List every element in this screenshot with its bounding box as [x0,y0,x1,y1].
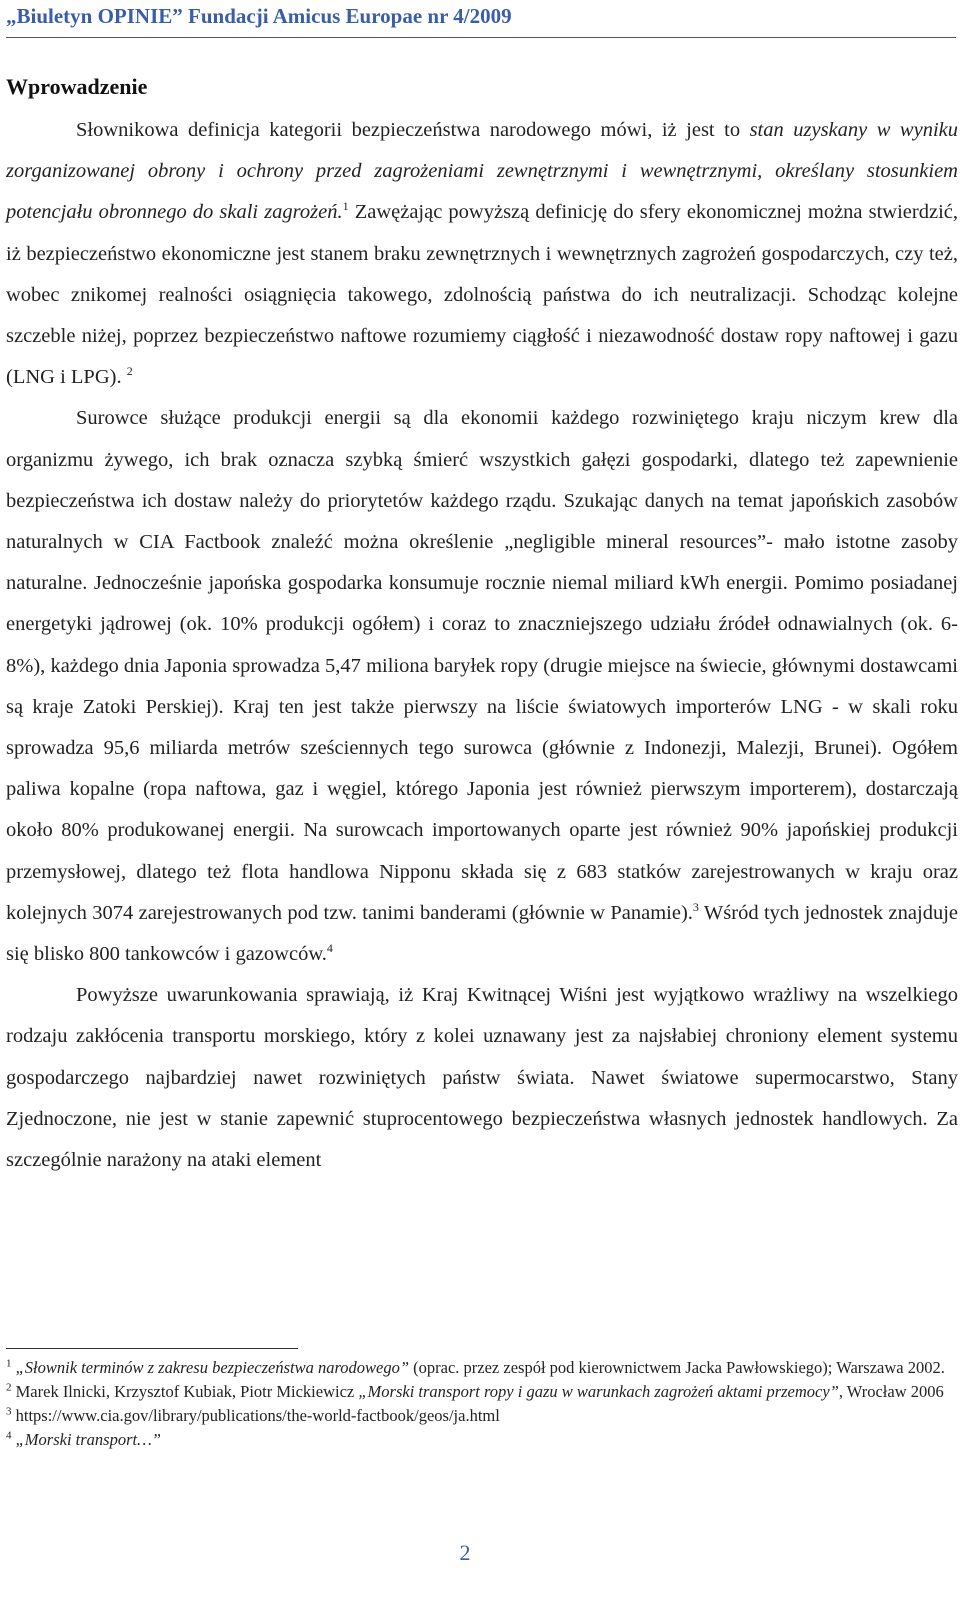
footnote-ref[interactable]: 1 [342,199,349,214]
footnote [6,1356,958,1380]
footnote-title: „Słownik terminów z zakresu bezpieczeństwa narodowego” [15,1358,410,1377]
paragraph-text: Wśród tych jednostek znajduje się blisko 800 tankowców i gazowców. [6,901,958,966]
footnote-text: (oprac. przez zespół pod kierownictwem Jacka Pawłowskiego); Warszawa 2002. [409,1358,945,1377]
footnote-text: , Wrocław 2006 [838,1382,944,1401]
body-text [6,110,958,1181]
footnote-title: „Morski transport…” [15,1430,161,1449]
paragraph [6,975,958,1181]
paragraph [6,398,958,975]
footnote-number: 3 [6,1405,12,1418]
footnote-separator [6,1348,298,1349]
footnote-ref[interactable]: 3 [692,900,699,915]
footnote-number: 2 [6,1381,12,1394]
paragraph-text: Surowce służące produkcji energii są dla ekonomii każdego rozwiniętego kraju niczym krew dla organizmu żywego, ich brak oznacza szybką śmierć wszystkich gałęzi gospodarki, dlatego też zapewnienie bezpieczeństwa ich dostaw należy do priorytetów każdego rządu. Szukając danych na temat japońskich zasobów naturalnych w CIA Factbook znaleźć można określenie „negligible mineral resources”- mało istotne zasoby naturalne. Jednocześnie japońska gospodarka konsumuje rocznie niemal miliard kWh energii. Pomimo posiadanej energetyki jądrowej (ok. 10% produkcji ogółem) i coraz to znaczniejszego udziału źródeł odnawialnych (ok. 6- 8%), każdego dnia Japonia sprowadza 5,47 miliona baryłek ropy (drugie miejsce na świecie, głównymi dostawcami są kraje Zatoki Perskiej). Kraj ten jest także pierwszy na liście światowych importerów LNG - w skali roku sprowadza 95,6 miliarda metrów sześciennych tego surowca (głównie z Indonezji, Malezji, Brunei). Ogółem paliwa kopalne (ropa naftowa, gaz i węgiel, którego Japonia jest również pierwszym importerem), dostarczają około 80% produkowanej energii. Na surowcach importowanych oparte jest również 90% japońskiej produkcji przemysłowej, dlatego też flota handlowa Nipponu składa się z 683 statków zarejestrowanych w kraju oraz kolejnych 3074 zarejestrowanych pod tzw. tanimi banderami (głównie w Panamie). [6,407,958,924]
definition-quote: stan uzyskany w wyniku zorganizowanej obrony i ochrony przed zagrożeniami zewnętrznymi i wewnętrznymi, określany stosunkiem potencjału obronnego do skali zagrożeń. [6,119,959,224]
paragraph-text: Zawężając powyższą definicję do sfery ekonomicznej można stwierdzić, iż bezpieczeństwo ekonomiczne jest stanem braku zewnętrznych i wewnętrznych zagrożeń gospodarczych, czy też, wobec znikomej realności osiągnięcia takowego, zdolnością państwa do ich neutralizacji. Schodząc kolejne szczeble niżej, poprzez bezpieczeństwo naftowe rozumiemy ciągłość i niezawodność dostaw ropy naftowej i gazu (LNG i LPG). [6,201,958,389]
page-number: 2 [459,1540,471,1565]
footnote-link[interactable]: https://www.cia.gov/library/publications/the-world-factbook/geos/ja.html [15,1406,500,1425]
section-heading: Wprowadzenie [6,74,148,99]
footnote-title: „Morski transport ropy i gazu w warunkach zagrożeń aktami przemocy” [358,1382,839,1401]
bulletin-header: „Biuletyn OPINIE” Fundacji Amicus Europae nr 4/2009 [6,4,956,38]
footnote [6,1380,958,1404]
footnotes [6,1356,958,1452]
footnote-number: 4 [6,1429,12,1442]
paragraph [6,110,958,398]
footnote-ref[interactable]: 2 [126,364,133,379]
paragraph-text: Powyższe uwarunkowania sprawiają, iż Kraj Kwitnącej Wiśni jest wyjątkowo wrażliwy na wszelkiego rodzaju zakłócenia transportu morskiego, który z kolei uznawany jest za najsłabiej chroniony element systemu gospodarczego najbardziej nawet rozwiniętych państw świata. Nawet światowe supermocarstwo, Stany Zjednoczone, nie jest w stanie zapewnić stuprocentowego bezpieczeństwa własnych jednostek handlowych. Za szczególnie narażony na ataki element [6,984,958,1172]
footnote [6,1428,958,1452]
footnote [6,1404,958,1428]
paragraph-text: Słownikowa definicja kategorii bezpieczeństwa narodowego mówi, iż jest to [76,119,750,141]
footnote-text: Marek Ilnicki, Krzysztof Kubiak, Piotr Mickiewicz [15,1382,359,1401]
footnote-number: 1 [6,1357,12,1370]
footnote-ref[interactable]: 4 [326,941,333,956]
